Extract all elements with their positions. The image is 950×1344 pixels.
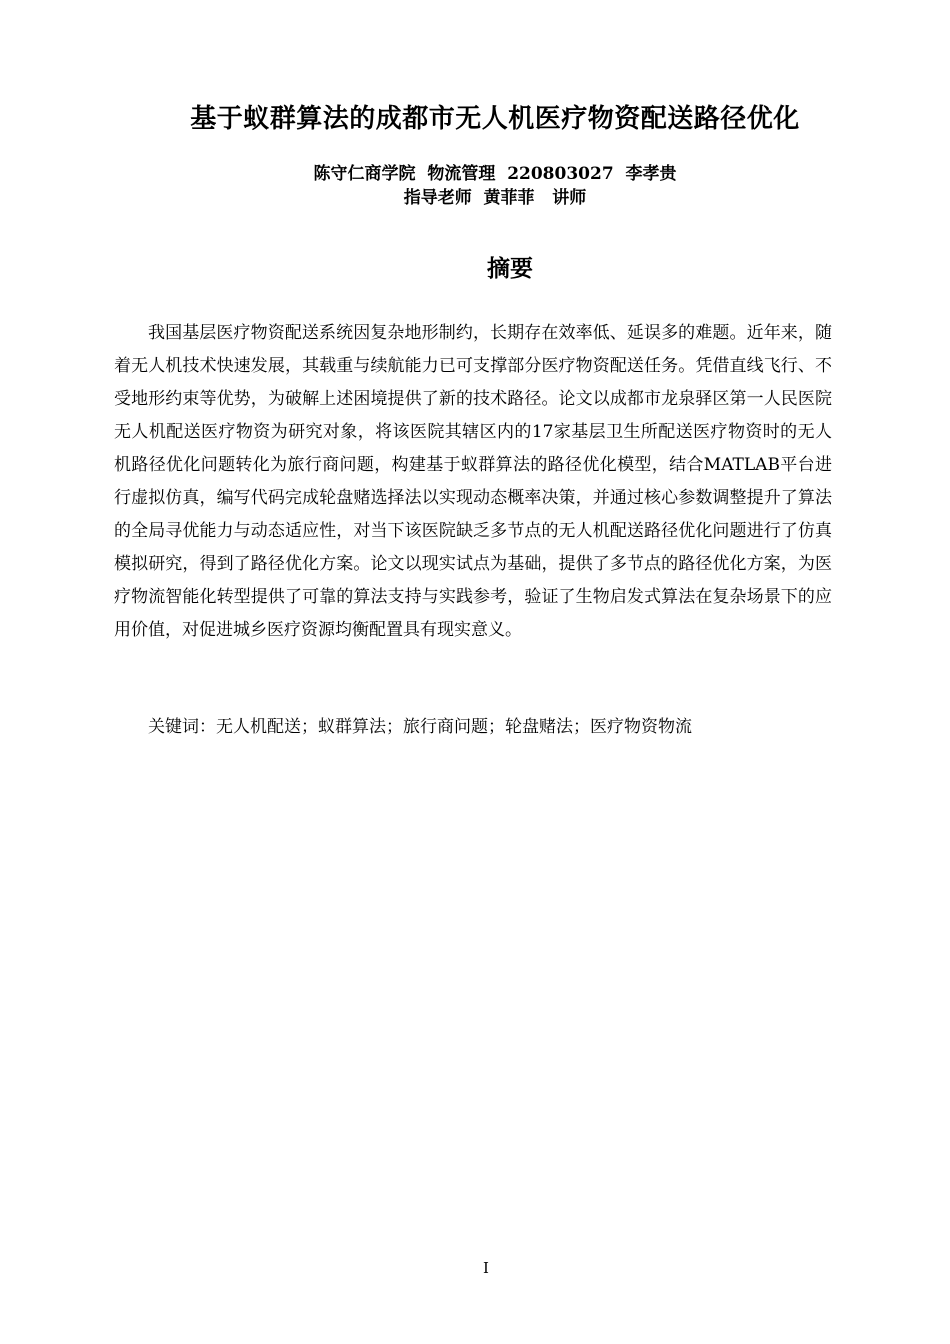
advisor-info-line: 指导老师 黄菲菲 讲师 — [403, 188, 587, 208]
page-number: I — [483, 1259, 489, 1277]
keywords-line: 关键词：无人机配送；蚁群算法；旅行商问题；轮盘赌法；医疗物资物流 — [148, 717, 692, 737]
author-info-line: 陈守仁商学院 物流管理 220803027 李孝贵 — [313, 164, 677, 184]
abstract-body: 我国基层医疗物资配送系统因复杂地形制约，长期存在效率低、延误多的难题。近年来，随着无人机技术快速发展，其载重与续航能力已可支撑部分医疗物资配送任务。凭借直线飞行、不受地形约束等优势，为破解上述困境提供了新的技术路径。论文以成都市龙泉驿区第一人民医院无人机配送医疗物资为研究对象，将该医院其辖区内的17家基层卫生所配送医疗物资时的无人机路径优化问题转化为旅行商问题，构建基于蚁群算法的路径优化模型，结合MATLAB平台进行虚拟仿真，编写代码完成轮盘赌选择法以实现动态概率决策，并通过核心参数调整提升了算法的全局寻优能力与动态适应性，对当下该医院缺乏多节点的无人机配送路径优化问题进行了仿真模拟研究，得到了路径优化方案。论文以现实试点为基础，提供了多节点的路径优化方案，为医疗物流智能化转型提供了可靠的算法支持与实践参考，验证了生物启发式算法在复杂场景下的应用价值，对促进城乡医疗资源均衡配置具有现实意义。 — [114, 323, 832, 640]
abstract-heading: 摘要 — [487, 256, 533, 282]
paper-title: 基于蚁群算法的成都市无人机医疗物资配送路径优化 — [190, 104, 800, 134]
